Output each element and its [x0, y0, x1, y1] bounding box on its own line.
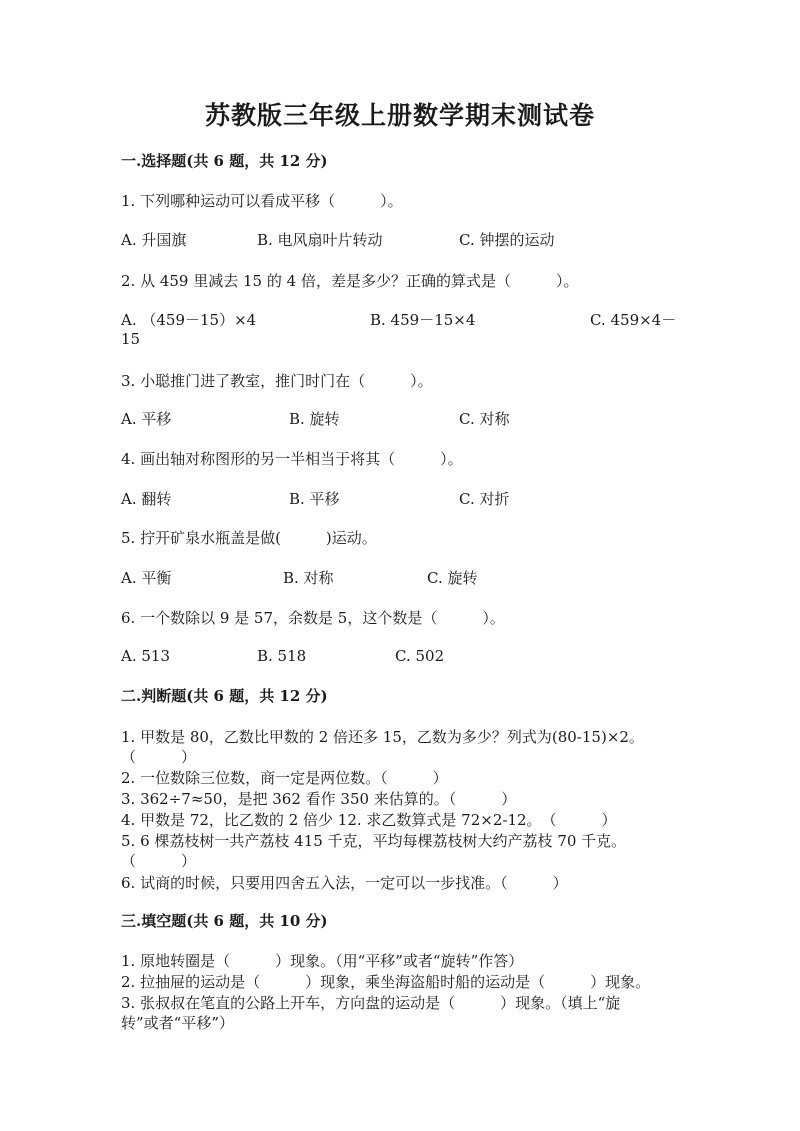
statement: 4. 甲数是 72，比乙数的 2 倍少 12. 求乙数算式是 72×2-12。 （ ）: [121, 811, 617, 829]
fill-question: 2. 拉抽屉的运动是（ ）现象，乘坐海盗船时船的运动是（ ）现象。: [121, 973, 651, 991]
option-b: B. 518: [257, 647, 307, 665]
statement: 2. 一位数除三位数，商一定是两位数。（ ）: [121, 769, 448, 787]
option-a: A. 513: [121, 647, 170, 665]
question-stem: 5. 拧开矿泉水瓶盖是做( )运动。: [121, 529, 377, 547]
statement: 5. 6 棵荔枝树一共产荔枝 415 千克，平均每棵荔枝树大约产荔枝 70 千克。: [121, 832, 627, 850]
option-b: B. 对称: [283, 569, 334, 587]
statement-continued: （ ）: [121, 852, 197, 870]
fill-question: 3. 张叔叔在笔直的公路上开车，方向盘的运动是（ ）现象。（填上“旋: [121, 994, 621, 1012]
option-c-continued: 15: [121, 330, 141, 348]
section-heading-choice: 一.选择题(共 6 题，共 12 分): [121, 152, 328, 170]
statement-continued: （ ）: [121, 748, 197, 766]
option-c: C. 502: [395, 647, 445, 665]
option-a: A. 升国旗: [121, 231, 187, 249]
option-a: A. 平衡: [121, 569, 172, 587]
fill-question: 1. 原地转圈是（ ）现象。（用“平移”或者“旋转”作答）: [121, 952, 524, 970]
fill-question-continued: 转”或者“平移”）: [121, 1014, 235, 1032]
option-c: C. 459×4－: [590, 311, 677, 329]
page-title: 苏教版三年级上册数学期末测试卷: [204, 101, 595, 130]
option-a: A. （459－15）×4: [121, 311, 257, 329]
question-stem: 4. 画出轴对称图形的另一半相当于将其（ ）。: [121, 450, 463, 468]
option-b: B. 旋转: [289, 410, 340, 428]
section-heading-fill-in: 三.填空题(共 6 题，共 10 分): [121, 912, 328, 930]
statement: 6. 试商的时候，只要用四舍五入法，一定可以一步找准。（ ）: [121, 874, 568, 892]
option-b: B. 平移: [289, 490, 340, 508]
statement: 1. 甲数是 80，乙数比甲数的 2 倍还多 15，乙数为多少？列式为(80-15)×2。: [121, 728, 644, 746]
option-c: C. 对称: [459, 410, 510, 428]
option-b: B. 459－15×4: [370, 311, 476, 329]
option-a: A. 翻转: [121, 490, 172, 508]
option-c: C. 旋转: [427, 569, 478, 587]
question-stem: 1. 下列哪种运动可以看成平移（ ）。: [121, 192, 403, 210]
section-heading-judgement: 二.判断题(共 6 题，共 12 分): [121, 687, 328, 705]
option-b: B. 电风扇叶片转动: [257, 231, 383, 249]
question-stem: 2. 从 459 里减去 15 的 4 倍，差是多少？正确的算式是（ ）。: [121, 272, 579, 290]
question-stem: 6. 一个数除以 9 是 57，余数是 5，这个数是（ ）。: [121, 609, 505, 627]
option-a: A. 平移: [121, 410, 172, 428]
statement: 3. 362÷7≈50，是把 362 看作 350 来估算的。（ ）: [121, 790, 517, 808]
option-c: C. 对折: [459, 490, 510, 508]
option-c: C. 钟摆的运动: [459, 231, 555, 249]
question-stem: 3. 小聪推门进了教室，推门时门在（ ）。: [121, 372, 433, 390]
